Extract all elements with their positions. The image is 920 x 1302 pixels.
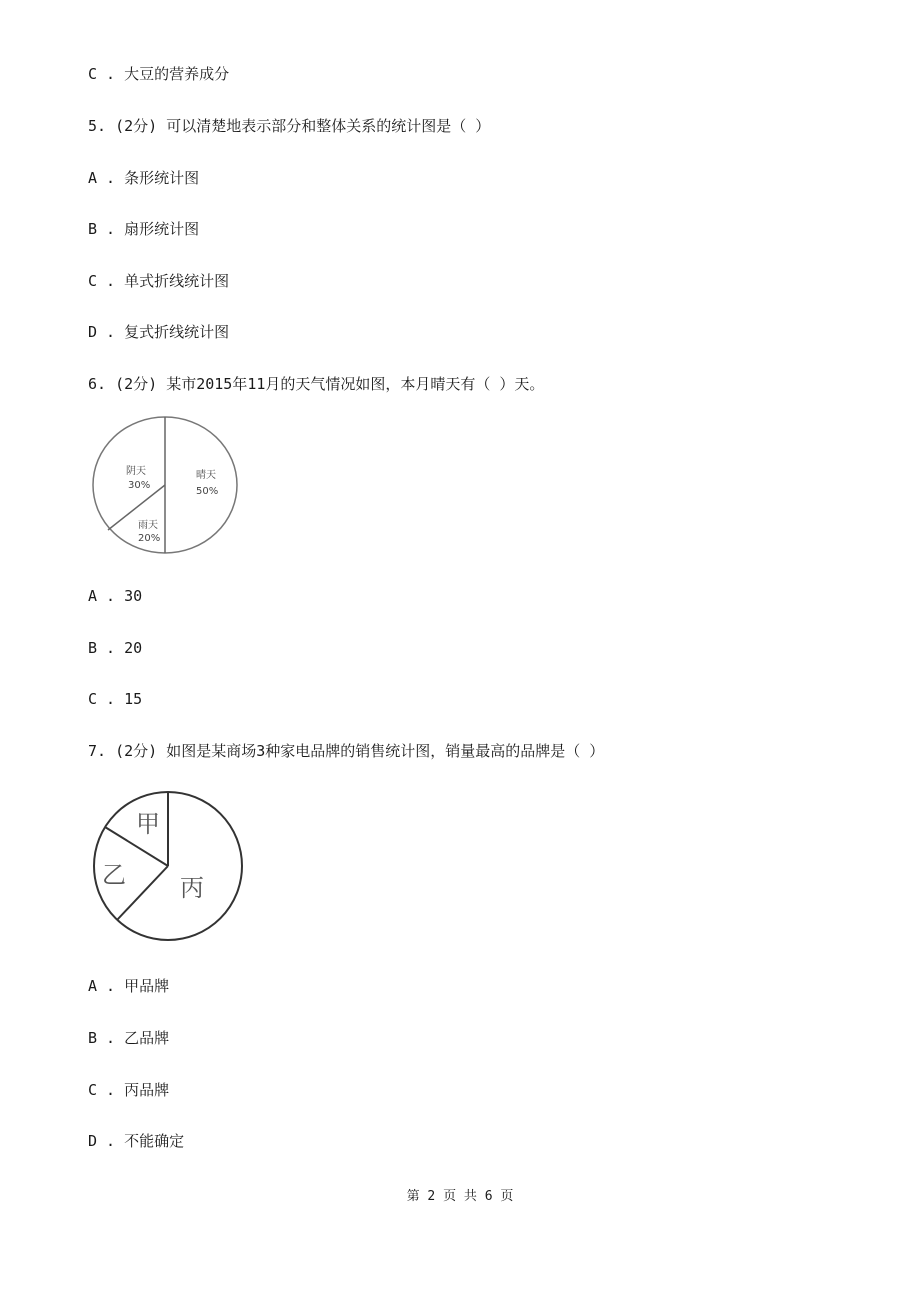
line-q6-option-a: A . 30 — [88, 587, 143, 605]
page-footer: 第 2 页 共 6 页 — [406, 1189, 514, 1204]
line-q4-option-c: C . 大豆的营养成分 — [88, 65, 230, 83]
brand-sales-pie-chart — [88, 786, 248, 946]
line-q5-option-d: D . 复式折线统计图 — [88, 323, 230, 341]
question-6: 6. (2分) 某市2015年11月的天气情况如图，本月晴天有（ ）天。 — [88, 375, 545, 393]
line-q6-option-b: B . 20 — [88, 639, 143, 657]
weather-slice-value-sunny: 50% — [196, 486, 219, 497]
weather-slice-label-sunny: 晴天 — [196, 470, 216, 481]
weather-slice-value-cloudy: 30% — [128, 480, 151, 491]
line-q5-option-c: C . 单式折线统计图 — [88, 272, 230, 290]
line-q5-option-a: A . 条形统计图 — [88, 169, 200, 187]
line-q7-option-a: A . 甲品牌 — [88, 977, 170, 995]
question-5: 5. (2分) 可以清楚地表示部分和整体关系的统计图是（ ） — [88, 117, 491, 135]
question-7: 7. (2分) 如图是某商场3种家电品牌的销售统计图，销量最高的品牌是（ ） — [88, 742, 605, 760]
weather-pie-chart — [88, 414, 242, 556]
line-q7-option-b: B . 乙品牌 — [88, 1029, 170, 1047]
line-q7-option-d: D . 不能确定 — [88, 1132, 185, 1150]
brand-slice-label-jia: 甲 — [136, 810, 160, 838]
brand-slice-label-yi: 乙 — [102, 861, 126, 889]
line-q7-option-c: C . 丙品牌 — [88, 1081, 170, 1099]
weather-slice-value-rainy: 20% — [138, 533, 161, 544]
line-q5-option-b: B . 扇形统计图 — [88, 220, 200, 238]
line-q6-option-c: C . 15 — [88, 690, 143, 708]
brand-slice-label-bing: 丙 — [180, 874, 204, 902]
weather-slice-label-rainy: 雨天 — [138, 520, 158, 531]
weather-slice-label-cloudy: 阴天 — [126, 466, 146, 477]
